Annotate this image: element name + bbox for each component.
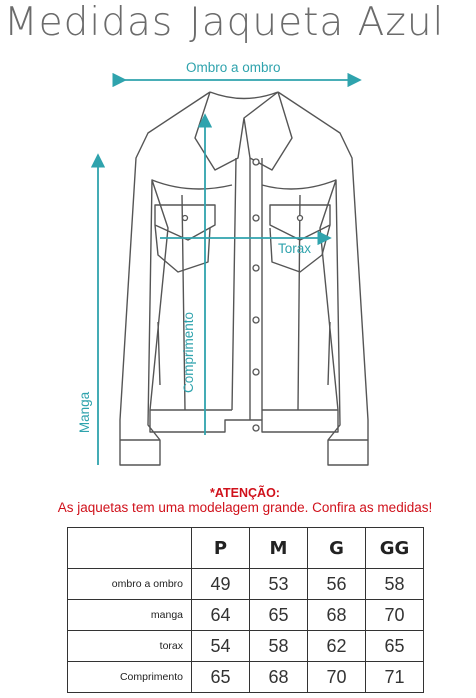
cell-value: 65 [192, 662, 250, 693]
table-row [68, 662, 424, 693]
size-table [67, 527, 424, 693]
table-row [68, 600, 424, 631]
cell-value: 49 [192, 569, 250, 600]
notice-text: As jaquetas tem uma modelagem grande. Confira as medidas! [57, 500, 433, 515]
table-row [68, 631, 424, 662]
cell-value: 70 [366, 600, 424, 631]
chest-label: Torax [278, 241, 312, 256]
row-label: Comprimento [68, 662, 192, 693]
notice-title: *ATENÇÃO: [210, 486, 280, 500]
header-blank-cell [68, 528, 192, 569]
shoulder-label: Ombro a ombro [186, 60, 281, 75]
title-word-medidas: Medidas [4, 0, 174, 45]
size-col-p: P [192, 528, 250, 569]
sleeve-label: Manga [77, 391, 93, 434]
cell-value: 64 [192, 600, 250, 631]
cell-value: 54 [192, 631, 250, 662]
cell-value: 56 [308, 569, 366, 600]
table-row [68, 569, 424, 600]
row-label: ombro a ombro [68, 569, 192, 600]
cell-value: 53 [250, 569, 308, 600]
row-label: torax [68, 631, 192, 662]
jacket-outline [120, 92, 368, 465]
cell-value: 68 [308, 600, 366, 631]
size-col-g: G [308, 528, 366, 569]
row-label: manga [68, 600, 192, 631]
cell-value: 58 [366, 569, 424, 600]
size-col-gg: GG [366, 528, 424, 569]
size-col-m: M [250, 528, 308, 569]
cell-value: 71 [366, 662, 424, 693]
cell-value: 68 [250, 662, 308, 693]
title-word-jaqueta-azul: Jaqueta Azul [189, 0, 445, 45]
size-header-row [68, 528, 424, 569]
cell-value: 65 [366, 631, 424, 662]
length-label: Comprimento [181, 311, 197, 394]
jacket-collar [195, 92, 292, 170]
cell-value: 70 [308, 662, 366, 693]
cell-value: 62 [308, 631, 366, 662]
cell-value: 58 [250, 631, 308, 662]
cell-value: 65 [250, 600, 308, 631]
